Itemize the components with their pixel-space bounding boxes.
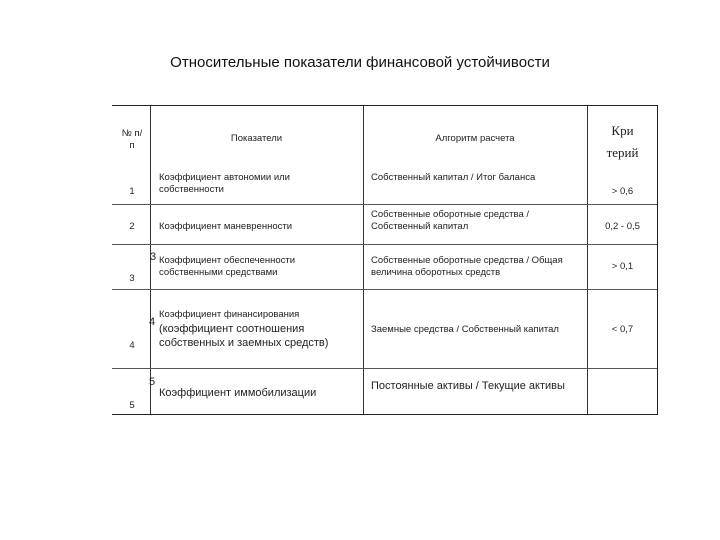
row-divider [112, 204, 657, 205]
row-3-num-marker: 3 [150, 251, 157, 263]
row-2-num: 2 [129, 221, 135, 232]
row-4-indicator-detail: (коэффициент соотношения собственных и заемных средств) [159, 323, 329, 349]
header-criterion-line2: терий [606, 145, 639, 160]
row-4-num: 4 [129, 340, 135, 351]
row-divider [112, 244, 657, 245]
row-2-indicator: Коэффициент маневренности [159, 221, 293, 232]
header-indicator: Показатели [230, 133, 283, 144]
page-title: Относительные показатели финансовой устойчивости [170, 54, 550, 71]
row-5-algorithm: Постоянные активы / Текущие активы [371, 380, 565, 392]
row-4-num-marker: 4 [149, 316, 156, 328]
row-divider [112, 289, 657, 290]
row-divider [112, 368, 657, 369]
row-1-algorithm: Собственный капитал / Итог баланса [371, 172, 536, 183]
row-3-criterion: > 0,1 [611, 261, 634, 272]
row-1-criterion: > 0,6 [611, 186, 634, 197]
financial-ratios-table [112, 105, 658, 415]
row-5-num: 5 [129, 400, 135, 411]
row-4-algorithm: Заемные средства / Собственный капитал [371, 324, 559, 335]
row-4-criterion: < 0,7 [611, 324, 634, 335]
row-3-indicator: Коэффициент обеспеченности собственными средствами [159, 255, 296, 278]
header-num: № п/п [121, 128, 143, 151]
row-1-indicator: Коэффициент автономии или собственности [159, 172, 290, 195]
header-criterion-line1: Кри [611, 123, 634, 138]
row-4-indicator-title: Коэффициент финансирования [159, 309, 300, 320]
row-3-algorithm: Собственные оборотные средства / Общая величина оборотных средств [371, 255, 563, 278]
row-3-num: 3 [129, 273, 135, 284]
header-algorithm: Алгоритм расчета [435, 133, 515, 144]
row-5-indicator: Коэффициент иммобилизации [159, 387, 317, 399]
row-5-num-marker: 5 [149, 376, 156, 388]
row-1-num: 1 [129, 186, 135, 197]
row-2-criterion: 0,2 - 0,5 [605, 221, 640, 232]
row-2-algorithm: Собственные оборотные средства / Собственный капитал [371, 209, 530, 232]
